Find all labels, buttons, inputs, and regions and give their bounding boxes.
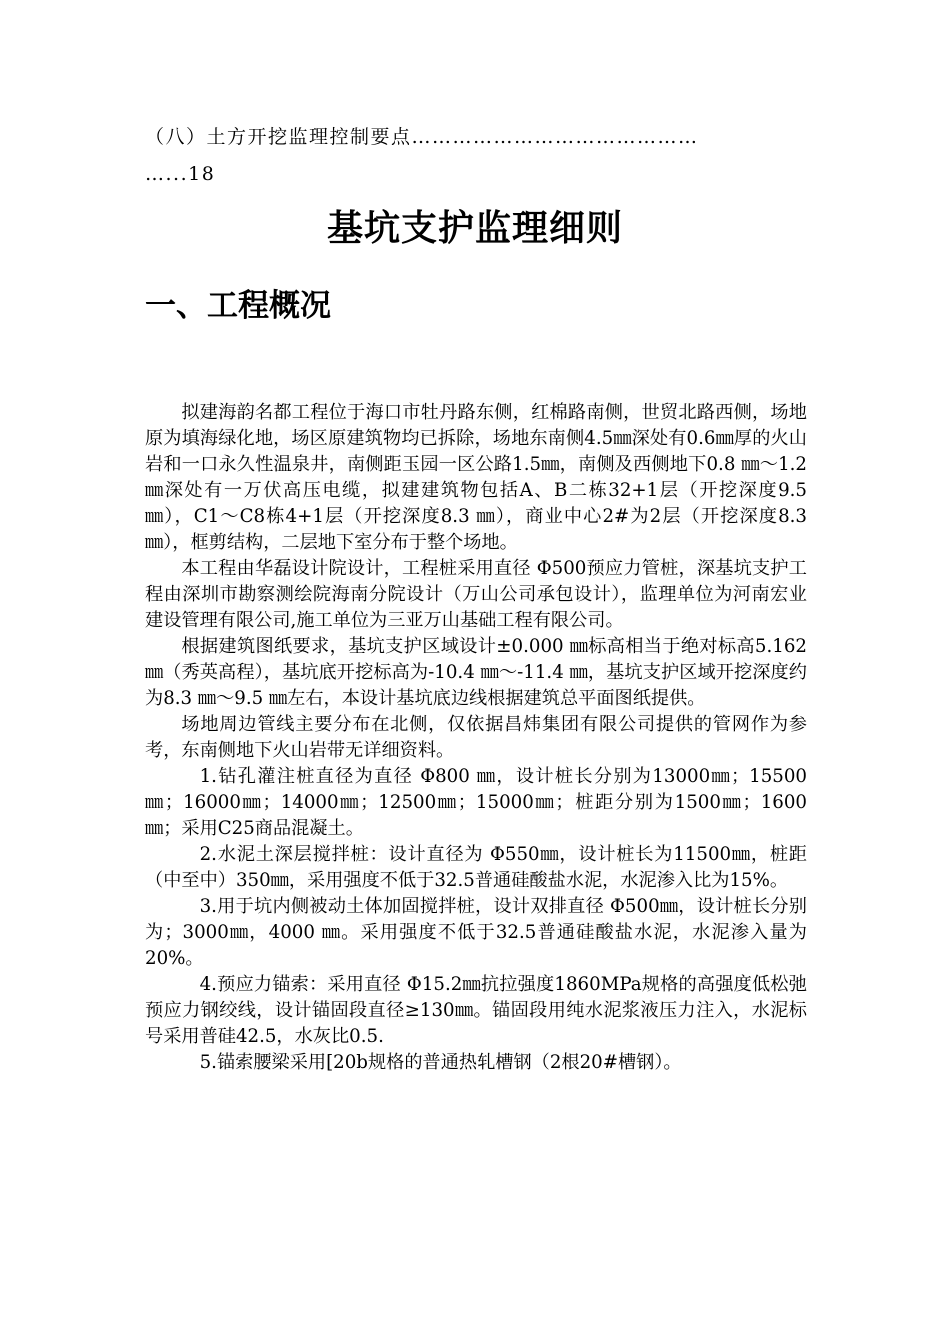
toc-entry-line1: （八）土方开挖监理控制要点…………………………………… [145, 126, 699, 148]
paragraph-site-overview: 拟建海韵名都工程位于海口市牡丹路东侧，红棉路南侧，世贸北路西侧，场地原为填海绿化地，场区原建筑物均已拆除，场地东南侧4.5㎜深处有0.6㎜厚的火山岩和一口永久性温泉井，南侧距玉园一区公路1.5㎜，南侧及西侧地下0.8 ㎜～1.2 ㎜深处有一万伏高压电缆，拟建建筑物包括A、B二栋32+1层（开挖深度9.5 ㎜），C1～C8栋4+1层（开挖深度8.3 ㎜），商业中心2#为2层（开挖深度8.3 ㎜），框剪结构，二层地下室分布于整个场地。 [145, 402, 807, 553]
body-text [145, 400, 807, 1076]
paragraph-elevations: 根据建筑图纸要求，基坑支护区域设计±0.000 ㎜标高相当于绝对标高5.162 ㎜（秀英高程），基坑底开挖标高为-10.4 ㎜～-11.4 ㎜，基坑支护区域开挖深度约为8.3 ㎜～9.5 ㎜左右，本设计基坑底边线根据建筑总平面图纸提供。 [145, 636, 807, 709]
toc-entry-line2: …...18 [145, 163, 216, 185]
paragraph-pipelines: 场地周边管线主要分布在北侧，仅依据昌炜集团有限公司提供的管网作为参考，东南侧地下火山岩带无详细资料。 [145, 714, 807, 761]
list-item-waist-beam: 5.锚索腰梁采用[20b规格的普通热轧槽钢（2根20#槽钢）。 [199, 1052, 682, 1073]
list-item-bored-piles: 1.钻孔灌注桩直径为直径 Φ800 ㎜，设计桩长分别为13000㎜；15500㎜；16000㎜；14000㎜；12500㎜；15000㎜；桩距分别为1500㎜；1600㎜；采用C25商品混凝土。 [145, 766, 807, 839]
list-item-prestressed-anchors: 4.预应力锚索：采用直径 Φ15.2㎜抗拉强度1860MPa规格的高强度低松弛预应力钢绞线，设计锚固段直径≥130㎜。锚固段用纯水泥浆液压力注入，水泥标号采用普硅42.5，水灰比0.5. [145, 974, 807, 1047]
paragraph-design-units: 本工程由华磊设计院设计，工程桩采用直径 Φ500预应力管桩，深基坑支护工程由深圳市勘察测绘院海南分院设计（万山公司承包设计），监理单位为河南宏业建设管理有限公司,施工单位为三亚万山基础工程有限公司。 [145, 558, 807, 631]
list-item-cement-mixing-piles: 2.水泥土深层搅拌桩：设计直径为 Φ550㎜，设计桩长为11500㎜，桩距（中至中）350㎜，采用强度不低于32.5普通硅酸盐水泥，水泥渗入比为15%。 [145, 844, 807, 891]
list-item-passive-soil-piles: 3.用于坑内侧被动土体加固搅拌桩，设计双排直径 Φ500㎜，设计桩长分别为；3000㎜，4000 ㎜。采用强度不低于32.5普通硅酸盐水泥，水泥渗入量为20%。 [145, 896, 807, 969]
section-heading: 一、工程概况 [145, 288, 331, 324]
document-title: 基坑支护监理细则 [326, 208, 623, 249]
